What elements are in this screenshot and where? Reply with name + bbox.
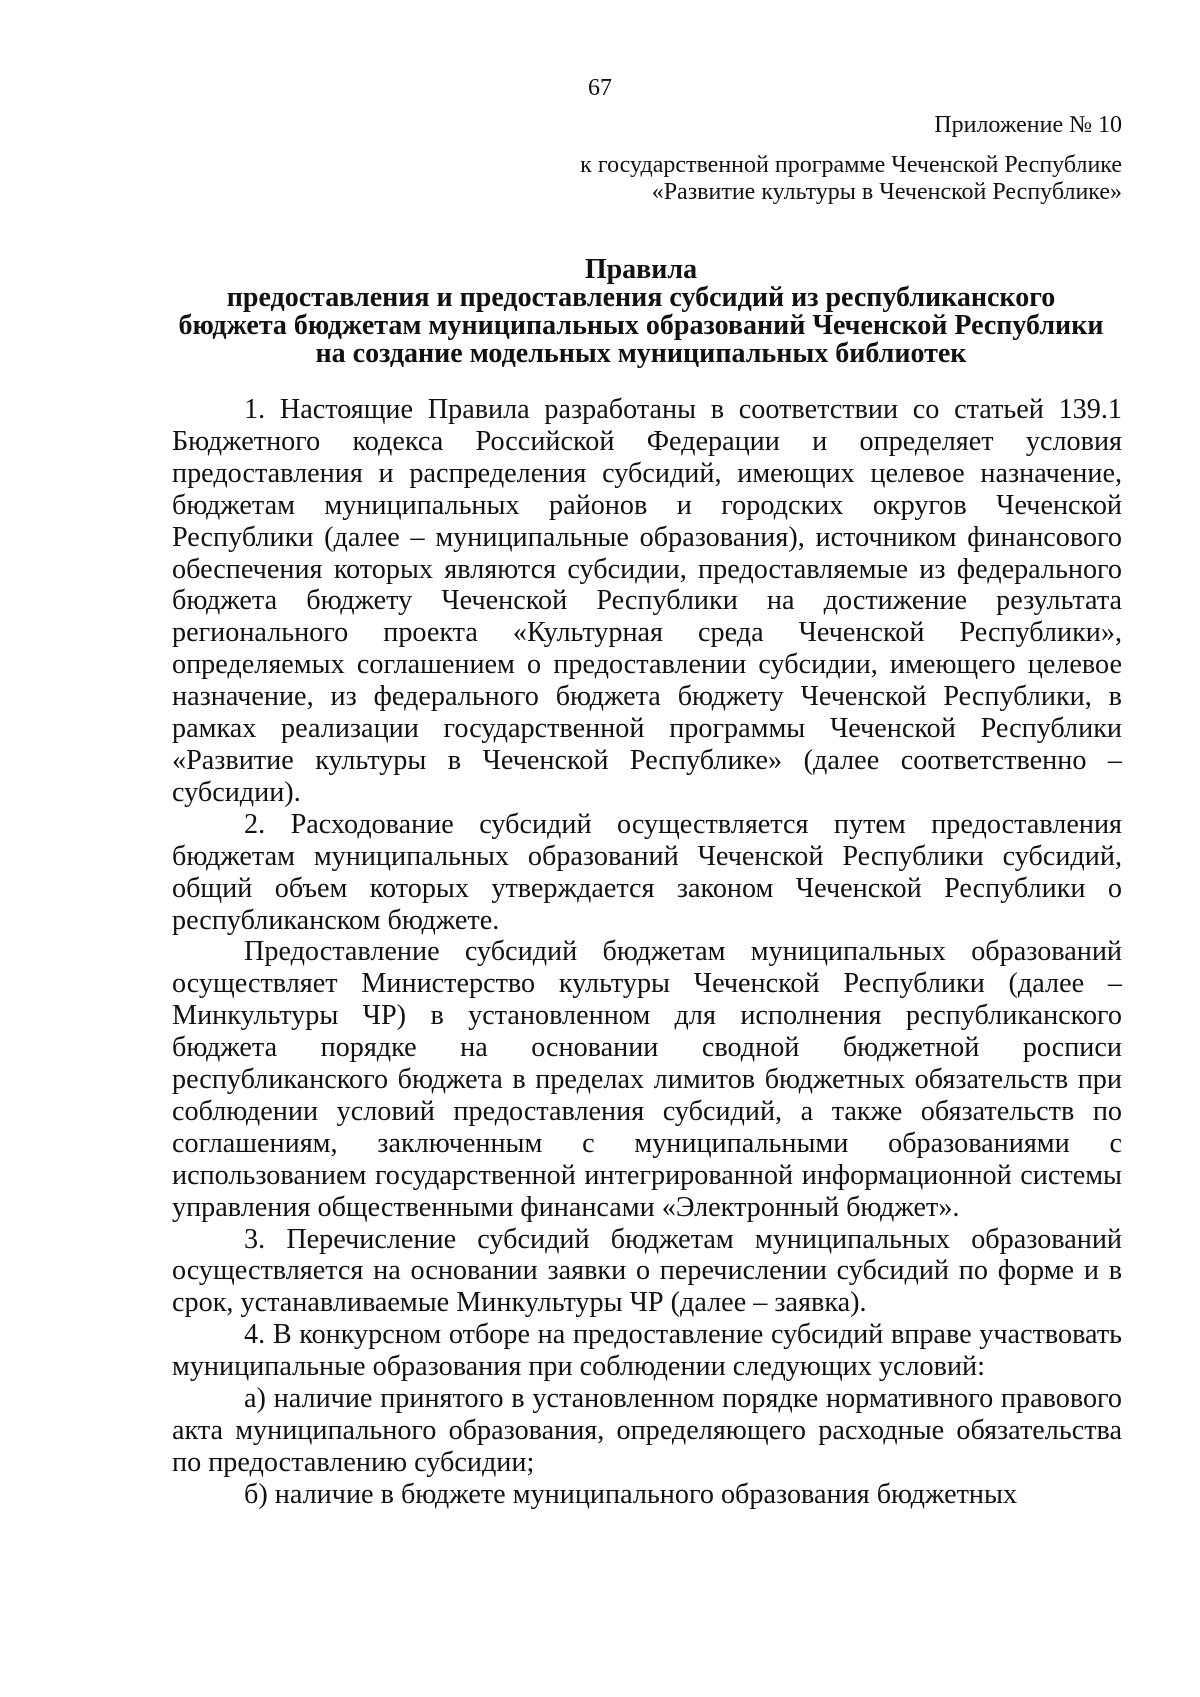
paragraph-2: 2. Расходование субсидий осуществляется путем предоставления бюджетам муниципальных образований Чеченской Республики субсидий, общий объем которых утверждается законом Чеченской Республики о республиканском бюджете. <box>172 808 1122 936</box>
paragraph-7: б) наличие в бюджете муниципального образования бюджетных <box>244 1478 1018 1510</box>
appendix-program-line: к государственной программе Чеченской Республике <box>580 152 1122 178</box>
title-line-1: Правила <box>584 254 698 285</box>
page-number: 67 <box>588 75 612 101</box>
paragraph-1: 1. Настоящие Правила разработаны в соответствии со статьей 139.1 Бюджетного кодекса Российской Федерации и определяет условия предоставления и распределения субсидий, имеющих целевое назначение, бюджетам муниципальных районов и городских округов Чеченской Республики (далее – муниципальные образования), источником финансового обеспечения которых являются субсидии, предоставляемые из федерального бюджета бюджету Чеченской Республики на достижение результата регионального проекта «Культурная среда Чеченской Республики», определяемых соглашением о предоставлении субсидии, имеющего целевое назначение, из федерального бюджета бюджету Чеченской Республики, в рамках реализации государственной программы Чеченской Республики «Развитие культуры в Чеченской Республике» (далее соответственно – субсидии). <box>172 394 1122 808</box>
document-title <box>160 256 1122 368</box>
appendix-number: Приложение № 10 <box>934 112 1122 138</box>
document-body <box>172 394 1122 1511</box>
title-line-2: предоставления и предоставления субсидий из республиканского <box>226 282 1056 313</box>
title-line-3: бюджета бюджетам муниципальных образований Чеченской Республики <box>178 310 1104 341</box>
appendix-program-name: «Развитие культуры в Чеченской Республике» <box>651 179 1122 205</box>
paragraph-4: 3. Перечисление субсидий бюджетам муниципальных образований осуществляется на основании заявки о перечислении субсидий по форме и в срок, устанавливаемые Минкультуры ЧР (далее – заявка). <box>172 1223 1122 1319</box>
paragraph-3: Предоставление субсидий бюджетам муниципальных образований осуществляет Министерство культуры Чеченской Республики (далее – Минкультуры ЧР) в установленном для исполнения республиканского бюджета порядке на основании сводной бюджетной росписи республиканского бюджета в пределах лимитов бюджетных обязательств при соблюдении условий предоставления субсидий, а также обязательств по соглашениям, заключенным с муниципальными образованиями с использованием государственной интегрированной информационной системы управления общественными финансами «Электронный бюджет». <box>172 936 1122 1223</box>
paragraph-6: а) наличие принятого в установленном порядке нормативного правового акта муниципального образования, определяющего расходные обязательства по предоставлению субсидии; <box>172 1383 1122 1478</box>
paragraph-5: 4. В конкурсном отборе на предоставление субсидий вправе участвовать муниципальные образования при соблюдении следующих условий: <box>172 1319 1122 1383</box>
title-line-4: на создание модельных муниципальных библиотек <box>315 338 967 369</box>
